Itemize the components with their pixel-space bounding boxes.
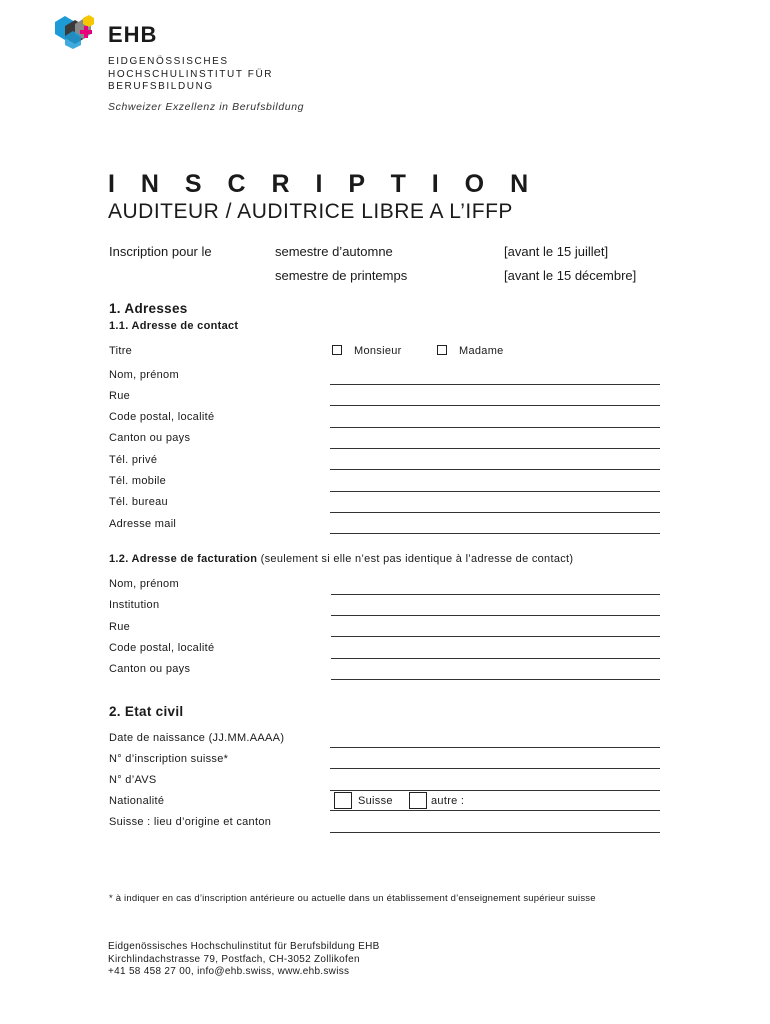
civil-field-label: Suisse : lieu d’origine et canton [109, 816, 272, 828]
contact-field-label: Tél. bureau [109, 496, 168, 508]
contact-phone-mobile-input[interactable] [330, 491, 660, 492]
contact-field-label: Rue [109, 390, 131, 402]
contact-field-label: Canton ou pays [109, 432, 191, 444]
contact-field-label: Nom, prénom [109, 369, 179, 381]
checkbox-monsieur[interactable] [332, 345, 342, 355]
section-addresses-heading: 1. Adresses [109, 301, 188, 316]
deadline-autumn: [avant le 15 juillet] [504, 244, 609, 259]
deadline-spring: [avant le 15 décembre] [504, 268, 637, 283]
billing-address-note: (seulement si elle n’est pas identique à l’adresse de contact) [260, 553, 574, 565]
billing-field-label: Nom, prénom [109, 578, 179, 590]
swiss-registration-input[interactable] [330, 768, 660, 769]
billing-institution-input[interactable] [331, 615, 660, 616]
contact-phone-office-input[interactable] [330, 512, 660, 513]
institute-name [108, 56, 273, 94]
contact-canton-input[interactable] [330, 448, 660, 449]
option-madame-label: Madame [459, 345, 504, 357]
civil-field-label: N° d’inscription suisse* [109, 753, 229, 765]
billing-address-heading-row [109, 553, 573, 565]
civil-field-label: Nationalité [109, 795, 165, 807]
contact-field-label: Tél. privé [109, 454, 158, 466]
billing-canton-input[interactable] [331, 679, 660, 680]
semester-spring-option[interactable]: semestre de printemps [275, 268, 408, 283]
avs-number-input[interactable] [330, 790, 660, 791]
ehb-logo-icon [53, 14, 95, 50]
contact-name-input[interactable] [330, 384, 660, 385]
option-swiss-label: Suisse [358, 795, 393, 807]
place-of-origin-input[interactable] [330, 832, 660, 833]
title-label: Titre [109, 345, 133, 357]
institute-line: EIDGENÖSSISCHES [108, 56, 229, 67]
contact-field-label: Tél. mobile [109, 475, 167, 487]
institute-line: HOCHSCHULINSTITUT FÜR [108, 68, 274, 80]
billing-field-label: Code postal, localité [109, 642, 215, 654]
contact-address-heading: 1.1. Adresse de contact [109, 320, 239, 332]
civil-field-label: N° d’AVS [109, 774, 157, 786]
billing-address-heading: 1.2. Adresse de facturation [109, 553, 258, 565]
logo-text: EHB [108, 22, 158, 47]
contact-street-input[interactable] [330, 405, 660, 406]
section-civil-status-heading: 2. Etat civil [109, 704, 184, 719]
page-title: I N S C R I P T I O N [108, 170, 538, 198]
registration-label: Inscription pour le [109, 244, 212, 259]
birthdate-input[interactable] [330, 747, 660, 748]
footer-line: Kirchlindachstrasse 79, Postfach, CH-3052 Zollikofen [108, 953, 360, 965]
billing-street-input[interactable] [331, 636, 660, 637]
footer-line: +41 58 458 27 00, info@ehb.swiss, www.ehb.swiss [108, 966, 350, 977]
contact-email-input[interactable] [330, 533, 660, 534]
footer-address [108, 941, 380, 979]
footnote: * à indiquer en cas d’inscription antérieure ou actuelle dans un établissement d’enseignement supérieur suisse [109, 893, 596, 904]
billing-postal-input[interactable] [331, 658, 660, 659]
contact-postal-input[interactable] [330, 427, 660, 428]
page-subtitle: AUDITEUR / AUDITRICE LIBRE A L’IFFP [108, 200, 513, 223]
contact-field-label: Adresse mail [109, 518, 177, 530]
checkbox-other[interactable] [409, 792, 427, 809]
semester-autumn-option[interactable]: semestre d’automne [275, 244, 393, 259]
contact-phone-private-input[interactable] [330, 469, 660, 470]
option-monsieur-label: Monsieur [354, 345, 402, 357]
checkbox-swiss[interactable] [334, 792, 352, 809]
checkbox-madame[interactable] [437, 345, 447, 355]
footer-line: Eidgenössisches Hochschulinstitut für Berufsbildung EHB [108, 941, 380, 952]
institute-line: BERUFSBILDUNG [108, 81, 214, 92]
tagline: Schweizer Exzellenz in Berufsbildung [108, 101, 305, 113]
billing-field-label: Canton ou pays [109, 663, 191, 675]
billing-field-label: Rue [109, 621, 131, 633]
option-other-label: autre : [431, 795, 465, 807]
billing-name-input[interactable] [331, 594, 660, 595]
contact-field-label: Code postal, localité [109, 411, 215, 423]
nationality-input[interactable] [330, 810, 660, 811]
billing-field-label: Institution [109, 599, 160, 611]
civil-field-label: Date de naissance (JJ.MM.AAAA) [109, 732, 285, 744]
